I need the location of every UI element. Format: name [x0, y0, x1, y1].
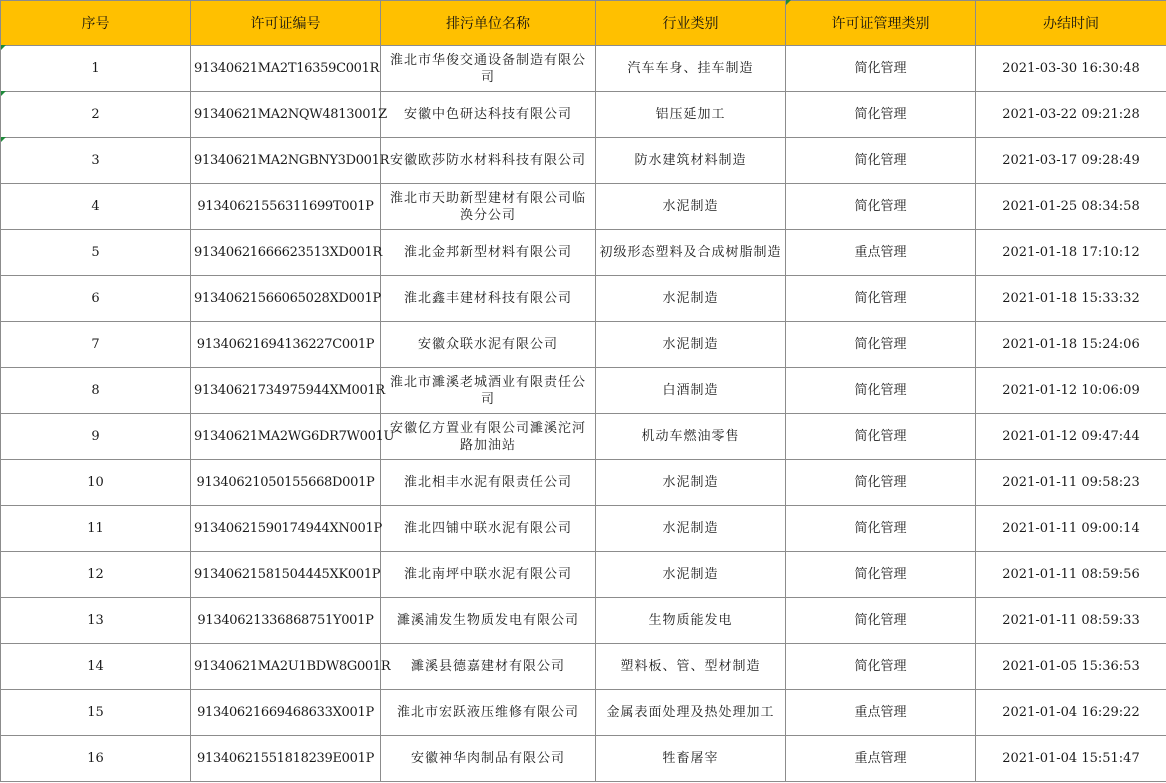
cell-permit-code[interactable]: 91340621050155668D001P	[191, 460, 381, 506]
cell-industry[interactable]: 白酒制造	[596, 368, 786, 414]
table-row	[1, 460, 1166, 506]
cell-completion-time[interactable]: 2021-01-11 09:00:14	[976, 506, 1166, 552]
cell-unit-name[interactable]: 安徽中色研达科技有限公司	[381, 92, 596, 138]
cell-management-category[interactable]: 简化管理	[786, 46, 976, 92]
cell-permit-code[interactable]: 91340621590174944XN001P	[191, 506, 381, 552]
table-row	[1, 414, 1166, 460]
cell-management-category[interactable]: 简化管理	[786, 644, 976, 690]
cell-no[interactable]: 10	[1, 460, 191, 506]
cell-management-category[interactable]: 重点管理	[786, 736, 976, 782]
cell-no[interactable]: 14	[1, 644, 191, 690]
table-row	[1, 276, 1166, 322]
cell-unit-name[interactable]: 安徽神华肉制品有限公司	[381, 736, 596, 782]
cell-industry[interactable]: 汽车车身、挂车制造	[596, 46, 786, 92]
cell-completion-time[interactable]: 2021-01-11 09:58:23	[976, 460, 1166, 506]
cell-comment-marker	[1, 137, 6, 142]
header-cell-permit-code[interactable]: 许可证编号	[191, 1, 381, 46]
cell-permit-code[interactable]: 91340621734975944XM001R	[191, 368, 381, 414]
table-row	[1, 322, 1166, 368]
cell-no[interactable]: 11	[1, 506, 191, 552]
cell-unit-name[interactable]: 安徽欧莎防水材料科技有限公司	[381, 138, 596, 184]
cell-comment-marker	[1, 91, 6, 96]
table-row	[1, 552, 1166, 598]
cell-permit-code[interactable]: 91340621666623513XD001R	[191, 230, 381, 276]
cell-permit-code[interactable]: 91340621MA2NGBNY3D001R	[191, 138, 381, 184]
cell-no[interactable]: 13	[1, 598, 191, 644]
cell-completion-time[interactable]: 2021-01-18 15:24:06	[976, 322, 1166, 368]
cell-comment-marker	[786, 0, 791, 5]
header-cell-unit-name[interactable]: 排污单位名称	[381, 1, 596, 46]
cell-no[interactable]: 12	[1, 552, 191, 598]
cell-management-category[interactable]: 简化管理	[786, 506, 976, 552]
cell-no[interactable]: 6	[1, 276, 191, 322]
cell-unit-name[interactable]: 淮北相丰水泥有限责任公司	[381, 460, 596, 506]
cell-completion-time[interactable]: 2021-01-04 16:29:22	[976, 690, 1166, 736]
header-cell-completion-time[interactable]: 办结时间	[976, 1, 1166, 46]
cell-industry[interactable]: 牲畜屠宰	[596, 736, 786, 782]
cell-management-category[interactable]: 简化管理	[786, 414, 976, 460]
cell-no[interactable]: 5	[1, 230, 191, 276]
cell-industry[interactable]: 防水建筑材料制造	[596, 138, 786, 184]
cell-management-category[interactable]: 简化管理	[786, 322, 976, 368]
cell-completion-time[interactable]: 2021-01-18 15:33:32	[976, 276, 1166, 322]
cell-management-category[interactable]: 简化管理	[786, 368, 976, 414]
cell-management-category[interactable]: 简化管理	[786, 138, 976, 184]
cell-permit-code[interactable]: 91340621581504445XK001P	[191, 552, 381, 598]
cell-industry[interactable]: 塑料板、管、型材制造	[596, 644, 786, 690]
cell-industry[interactable]: 金属表面处理及热处理加工	[596, 690, 786, 736]
header-cell-industry[interactable]: 行业类别	[596, 1, 786, 46]
cell-industry[interactable]: 初级形态塑料及合成树脂制造	[596, 230, 786, 276]
cell-management-category[interactable]: 简化管理	[786, 552, 976, 598]
table-row	[1, 644, 1166, 690]
cell-no[interactable]: 1	[1, 46, 191, 92]
cell-management-category[interactable]: 重点管理	[786, 690, 976, 736]
cell-permit-code[interactable]: 91340621MA2U1BDW8G001R	[191, 644, 381, 690]
table-row	[1, 138, 1166, 184]
cell-completion-time[interactable]: 2021-01-25 08:34:58	[976, 184, 1166, 230]
cell-industry[interactable]: 水泥制造	[596, 552, 786, 598]
cell-unit-name[interactable]: 濉溪浦发生物质发电有限公司	[381, 598, 596, 644]
cell-no[interactable]: 2	[1, 92, 191, 138]
cell-permit-code[interactable]: 91340621MA2WG6DR7W001U	[191, 414, 381, 460]
cell-unit-name[interactable]: 淮北市宏跃液压维修有限公司	[381, 690, 596, 736]
cell-no[interactable]: 3	[1, 138, 191, 184]
cell-no[interactable]: 15	[1, 690, 191, 736]
cell-permit-code[interactable]: 91340621556311699T001P	[191, 184, 381, 230]
cell-completion-time[interactable]: 2021-01-04 15:51:47	[976, 736, 1166, 782]
cell-permit-code[interactable]: 91340621336868751Y001P	[191, 598, 381, 644]
cell-industry[interactable]: 水泥制造	[596, 184, 786, 230]
cell-management-category[interactable]: 简化管理	[786, 92, 976, 138]
cell-comment-marker	[1, 45, 6, 50]
cell-unit-name[interactable]: 淮北市濉溪老城酒业有限责任公司	[381, 368, 596, 414]
cell-unit-name[interactable]: 淮北四铺中联水泥有限公司	[381, 506, 596, 552]
cell-completion-time[interactable]: 2021-03-17 09:28:49	[976, 138, 1166, 184]
cell-management-category[interactable]: 简化管理	[786, 276, 976, 322]
cell-unit-name[interactable]: 安徽众联水泥有限公司	[381, 322, 596, 368]
cell-permit-code[interactable]: 91340621MA2T16359C001R	[191, 46, 381, 92]
cell-management-category[interactable]: 简化管理	[786, 598, 976, 644]
cell-industry[interactable]: 铝压延加工	[596, 92, 786, 138]
cell-completion-time[interactable]: 2021-01-12 10:06:09	[976, 368, 1166, 414]
cell-management-category[interactable]: 简化管理	[786, 460, 976, 506]
cell-completion-time[interactable]: 2021-01-18 17:10:12	[976, 230, 1166, 276]
table-row	[1, 184, 1166, 230]
cell-no[interactable]: 16	[1, 736, 191, 782]
cell-permit-code[interactable]: 91340621669468633X001P	[191, 690, 381, 736]
table-row	[1, 736, 1166, 782]
cell-permit-code[interactable]: 91340621MA2NQW4813001Z	[191, 92, 381, 138]
cell-completion-time[interactable]: 2021-01-11 08:59:33	[976, 598, 1166, 644]
cell-industry[interactable]: 水泥制造	[596, 276, 786, 322]
cell-permit-code[interactable]: 91340621551818239E001P	[191, 736, 381, 782]
cell-completion-time[interactable]: 2021-01-12 09:47:44	[976, 414, 1166, 460]
cell-completion-time[interactable]: 2021-01-05 15:36:53	[976, 644, 1166, 690]
cell-completion-time[interactable]: 2021-03-22 09:21:28	[976, 92, 1166, 138]
cell-unit-name[interactable]: 濉溪县德嘉建材有限公司	[381, 644, 596, 690]
cell-industry[interactable]: 水泥制造	[596, 322, 786, 368]
table-row	[1, 690, 1166, 736]
cell-no[interactable]: 4	[1, 184, 191, 230]
header-cell-management-category[interactable]: 许可证管理类别	[786, 1, 976, 46]
cell-industry[interactable]: 水泥制造	[596, 506, 786, 552]
table-row	[1, 230, 1166, 276]
cell-management-category[interactable]: 简化管理	[786, 184, 976, 230]
cell-permit-code[interactable]: 91340621566065028XD001P	[191, 276, 381, 322]
cell-unit-name[interactable]: 淮北市华俊交通设备制造有限公司	[381, 46, 596, 92]
cell-no[interactable]: 8	[1, 368, 191, 414]
header-cell-no[interactable]: 序号	[1, 1, 191, 46]
cell-unit-name[interactable]: 安徽亿方置业有限公司濉溪沱河路加油站	[381, 414, 596, 460]
table-row	[1, 92, 1166, 138]
cell-unit-name[interactable]: 淮北市天助新型建材有限公司临涣分公司	[381, 184, 596, 230]
cell-industry[interactable]: 水泥制造	[596, 460, 786, 506]
cell-industry[interactable]: 机动车燃油零售	[596, 414, 786, 460]
header-row	[1, 1, 1166, 46]
cell-no[interactable]: 7	[1, 322, 191, 368]
cell-unit-name[interactable]: 淮北南坪中联水泥有限公司	[381, 552, 596, 598]
table-row	[1, 46, 1166, 92]
table-row	[1, 368, 1166, 414]
cell-completion-time[interactable]: 2021-03-30 16:30:48	[976, 46, 1166, 92]
table-row	[1, 506, 1166, 552]
cell-completion-time[interactable]: 2021-01-11 08:59:56	[976, 552, 1166, 598]
cell-unit-name[interactable]: 淮北金邦新型材料有限公司	[381, 230, 596, 276]
cell-industry[interactable]: 生物质能发电	[596, 598, 786, 644]
cell-unit-name[interactable]: 淮北鑫丰建材科技有限公司	[381, 276, 596, 322]
table-body	[1, 46, 1166, 782]
cell-permit-code[interactable]: 91340621694136227C001P	[191, 322, 381, 368]
table-row	[1, 598, 1166, 644]
cell-management-category[interactable]: 重点管理	[786, 230, 976, 276]
cell-no[interactable]: 9	[1, 414, 191, 460]
